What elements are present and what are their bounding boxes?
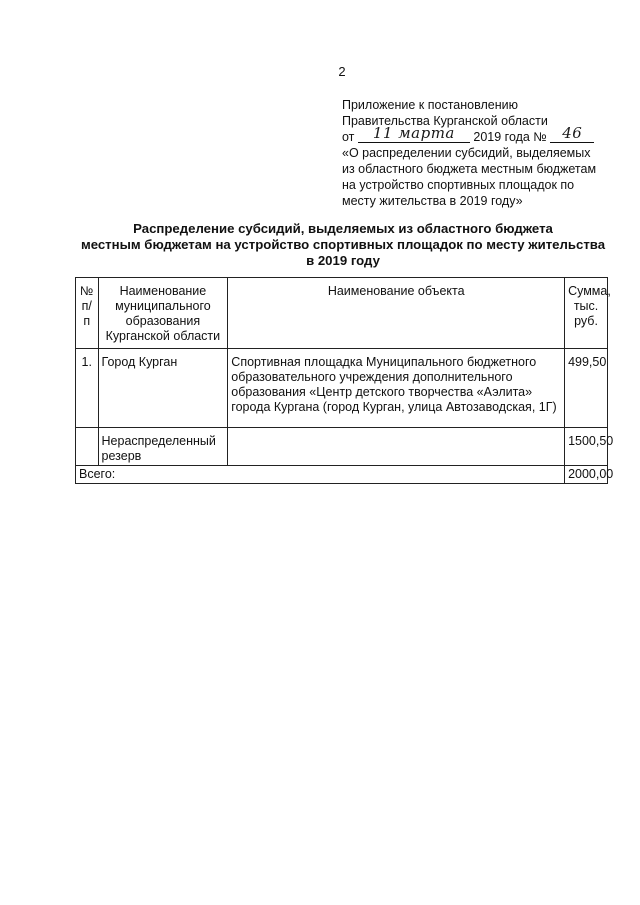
appendix-line-2: Правительства Курганской области	[342, 114, 548, 128]
appendix-subject-line: на устройство спортивных площадок по	[342, 178, 575, 192]
row-num	[76, 428, 99, 466]
row-municipality: Город Курган	[98, 349, 228, 428]
handwritten-date: 11 марта	[372, 124, 455, 142]
row-sum: 499,50	[565, 349, 608, 428]
date-blank	[358, 124, 470, 143]
title-line: в 2019 году	[306, 253, 380, 268]
appendix-subject-line: «О распределении субсидий, выделяемых	[342, 146, 591, 160]
header-object: Наименование объекта	[228, 278, 565, 349]
row-municipality: Нераспределенный резерв	[98, 428, 228, 466]
header-municipality: Наименование муниципального образования Курганской области	[98, 278, 228, 349]
table-row	[76, 428, 608, 466]
appendix-block	[342, 97, 617, 209]
appendix-line-1: Приложение к постановлению	[342, 98, 518, 112]
number-blank	[550, 124, 594, 143]
table-row	[76, 349, 608, 428]
total-sum: 2000,00	[565, 466, 608, 484]
year-text: 2019 года №	[473, 130, 547, 144]
appendix-subject-line: из областного бюджета местным бюджетам	[342, 162, 597, 176]
appendix-subject-line: месту жительства в 2019 году»	[342, 194, 523, 208]
title-line: Распределение субсидий, выделяемых из областного бюджета	[133, 221, 553, 236]
document-title	[70, 221, 616, 269]
appendix-date-line	[342, 124, 617, 145]
row-num: 1.	[76, 349, 99, 428]
handwritten-number: 46	[562, 124, 583, 142]
total-label: Всего:	[76, 466, 565, 484]
header-num: № п/п	[76, 278, 99, 349]
row-sum: 1500,50	[565, 428, 608, 466]
distribution-table	[75, 277, 614, 484]
row-object: Спортивная площадка Муниципального бюджетного образовательного учреждения дополнительного образования «Центр детского творчества «Аэлита» города Кургана (город Курган, улица Автозаводская, 1Г)	[228, 349, 565, 428]
header-sum: Сумма, тыс. руб.	[565, 278, 608, 349]
title-line: местным бюджетам на устройство спортивных площадок по месту жительства	[80, 237, 606, 252]
date-prefix: от	[342, 130, 355, 144]
table-total-row	[76, 466, 608, 484]
page-number: 2	[338, 64, 346, 79]
table-header-row	[76, 278, 608, 349]
row-object	[228, 428, 565, 466]
